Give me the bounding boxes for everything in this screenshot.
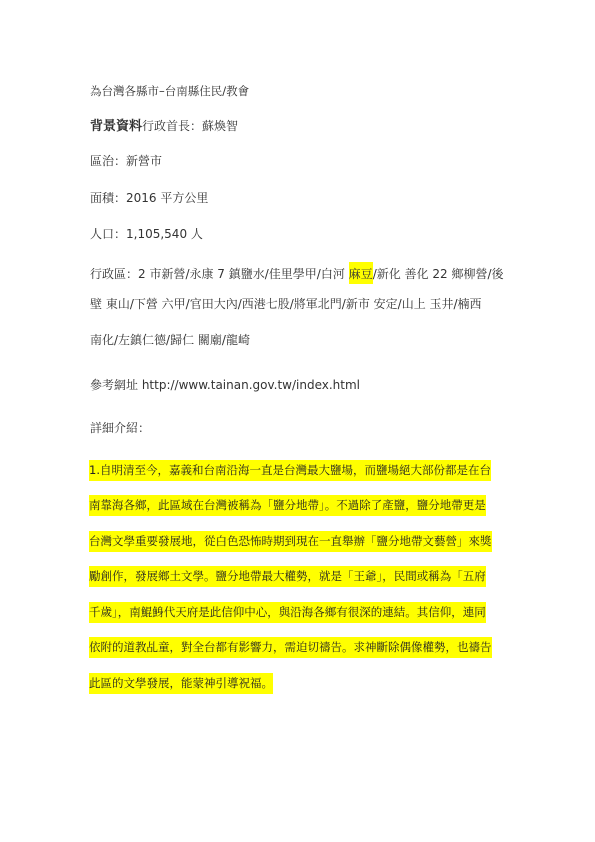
intro-line: 千歲」，南鯤鯓代天府是此信仰中心，與沿海各鄉有很深的連結。其信仰，連同 xyxy=(89,602,486,623)
intro-line: 依附的道教乩童，對全台都有影響力，需迫切禱告。求神斷除偶像權勢，也禱告 xyxy=(89,637,492,658)
area-line: 面積：2016 平方公里 xyxy=(90,191,209,205)
background-label: 背景資料 xyxy=(90,119,143,134)
intro-line: 1.自明清至今，嘉義和台南沿海一直是台灣最大鹽場，而鹽場絕大部份都是在台 xyxy=(89,460,491,481)
districts-line-2: 壁 東山/下營 六甲/官田大內/西港七股/將軍北門/新市 安定/山上 玉井/楠西 xyxy=(90,297,482,311)
intro-line: 此區的文學發展，能蒙神引導祝福。 xyxy=(89,673,273,694)
population-line: 人口：1,105,540 人 xyxy=(90,227,203,241)
districts-highlight: 麻豆 xyxy=(349,262,373,284)
districts-line-3: 南化/左鎮仁德/歸仁 關廟/龍崎 xyxy=(90,333,250,347)
intro-line: 勵創作，發展鄉土文學。鹽分地帶最大權勢，就是「王爺」，民間或稱為「五府 xyxy=(89,566,486,587)
reference-line[interactable]: 參考網址 http://www.tainan.gov.tw/index.html xyxy=(90,378,360,392)
title-line: 為台灣各縣市–台南縣住民/教會 xyxy=(90,84,250,98)
detail-label: 詳細介紹： xyxy=(90,421,151,435)
districts-line-1 xyxy=(90,262,504,284)
seat-line: 區治：新營市 xyxy=(90,154,163,168)
head-line xyxy=(90,119,238,134)
districts-text-a: 行政區：2 市新營/永康 7 鎮鹽水/佳里學甲/白河 xyxy=(90,267,349,281)
intro-line: 台灣文學重要發展地，從白色恐怖時期到現在一直舉辦「鹽分地帶文藝營」來獎 xyxy=(89,531,492,552)
intro-line: 南靠海各鄉，此區域在台灣被稱為「鹽分地帶」。不過除了產鹽，鹽分地帶更是 xyxy=(89,495,486,516)
head-text: 行政首長：蘇煥智 xyxy=(142,119,239,133)
districts-text-b: /新化 善化 22 鄉柳營/後 xyxy=(372,267,504,281)
